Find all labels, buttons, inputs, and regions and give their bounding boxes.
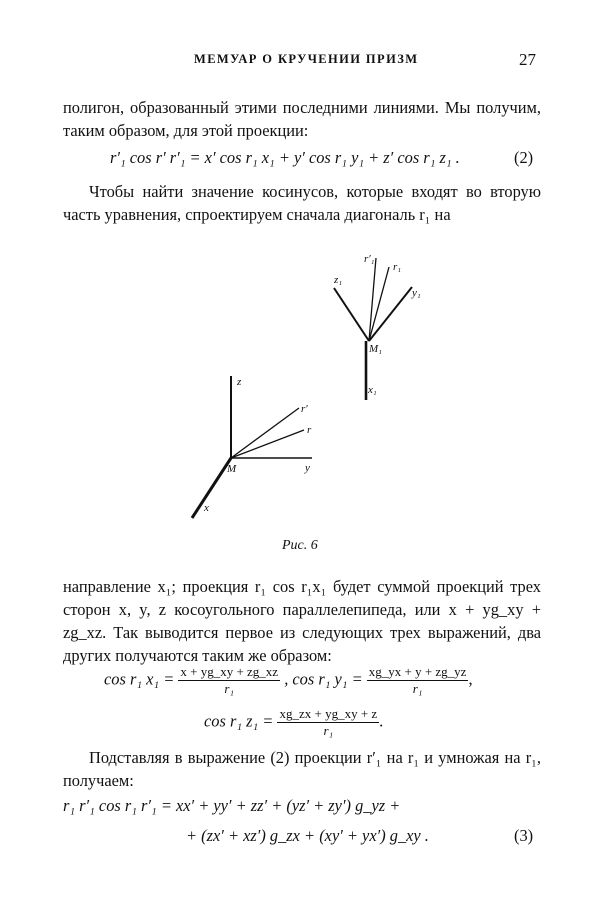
equation-cos-x-fraction [178,664,280,697]
equation-cos-z: cos r₁ z₁ = $\frac{xg\_zx + yg\_xy + z}{\text{r₁}}$ . [204,706,384,738]
figure-caption: Рис. 6 [282,538,318,553]
running-title: МЕМУАР О КРУЧЕНИИ ПРИЗМ [194,52,419,66]
equation-3-line-1: r₁ r′₁ cos r₁ r′₁ = xx′ + yy′ + zz′ + (yz′ + zy′) g_yz + [63,796,401,815]
equation-cos-x-lhs: cos r₁ x₁ = [104,669,175,689]
equation-cos-z-denominator: r₁ [323,723,334,738]
equation-cos-x-numerator: x + yg_xy + zg_xz [180,664,279,679]
equation-cos-x: cos r₁ x₁ = $\frac{x + yg\_xy + zg\_xz}{\text{r₁}}$ , cos r₁ y₁ = $\frac{xg\_yx + y + zg\_yz}{\text{r₁}}$ , [104,664,473,696]
equation-cos-y-fraction [367,664,469,697]
label-z1: z₁ [334,274,343,286]
equation-cos-z-fraction [277,706,379,739]
paragraph-2: Чтобы найти значение косинусов, которые входят во вторую часть уравнения, спроектируем сначала диагональ r₁ на [63,182,541,224]
label-x: x [204,502,209,514]
figure-upper-axes [334,258,412,400]
label-M1: M₁ [369,343,382,355]
equation-3-line-2: + (zx′ + xz′) g_zx + (xy′ + yx′) g_xy . [186,826,429,845]
label-r-prime: r′ [301,403,308,415]
label-z: z [237,376,242,388]
axis-x [192,458,231,518]
axis-r [231,430,304,458]
label-y: y [305,462,310,474]
label-M: M [227,463,237,475]
equation-cos-y-lhs: , cos r₁ y₁ = [284,669,363,689]
page-number: 27 [519,50,536,69]
equation-cos-x-denominator: r₁ [224,681,235,696]
equation-2-number: (2) [514,148,534,167]
figure-lower-axes [192,376,312,518]
paragraph-1: полигон, образованный этими последними линиями. Мы получим, таким образом, для этой проекции: [63,98,541,140]
label-r1: r₁ [393,261,402,273]
equation-cos-y-denominator: r₁ [412,681,423,696]
label-x1: x₁ [368,384,377,396]
equation-cos-z-lhs: cos r₁ z₁ = [204,711,274,731]
equation-2-body: r′₁ cos r′ r′₁ = x′ cos r₁ x₁ + y′ cos r₁ y₁ + z′ cos r₁ z₁ . [110,148,460,167]
axis-z1 [334,288,369,341]
label-y1: y₁ [412,287,421,299]
equation-cos-z-numerator: xg_zx + yg_xy + z [279,706,378,721]
paragraph-3: направление x₁; проекция r₁ cos r₁x₁ будет суммой проекций трех сторон x, y, z косоугольного параллелепипеда, или x + yg_xy + zg_xz. Так выводится первое из следующих трех выражений, два других получаются таким же образом: [63,577,541,665]
label-r1-prime: r′₁ [364,253,375,265]
label-r: r [307,424,312,436]
axis-r-prime [231,408,299,458]
axis-y1 [369,287,412,341]
paragraph-4: Подставляя в выражение (2) проекции r′₁ на r₁ и умножая на r₁, получаем: [63,748,541,790]
equation-3-number: (3) [514,826,534,845]
equation-cos-y-numerator: xg_yx + y + zg_yz [368,664,467,679]
